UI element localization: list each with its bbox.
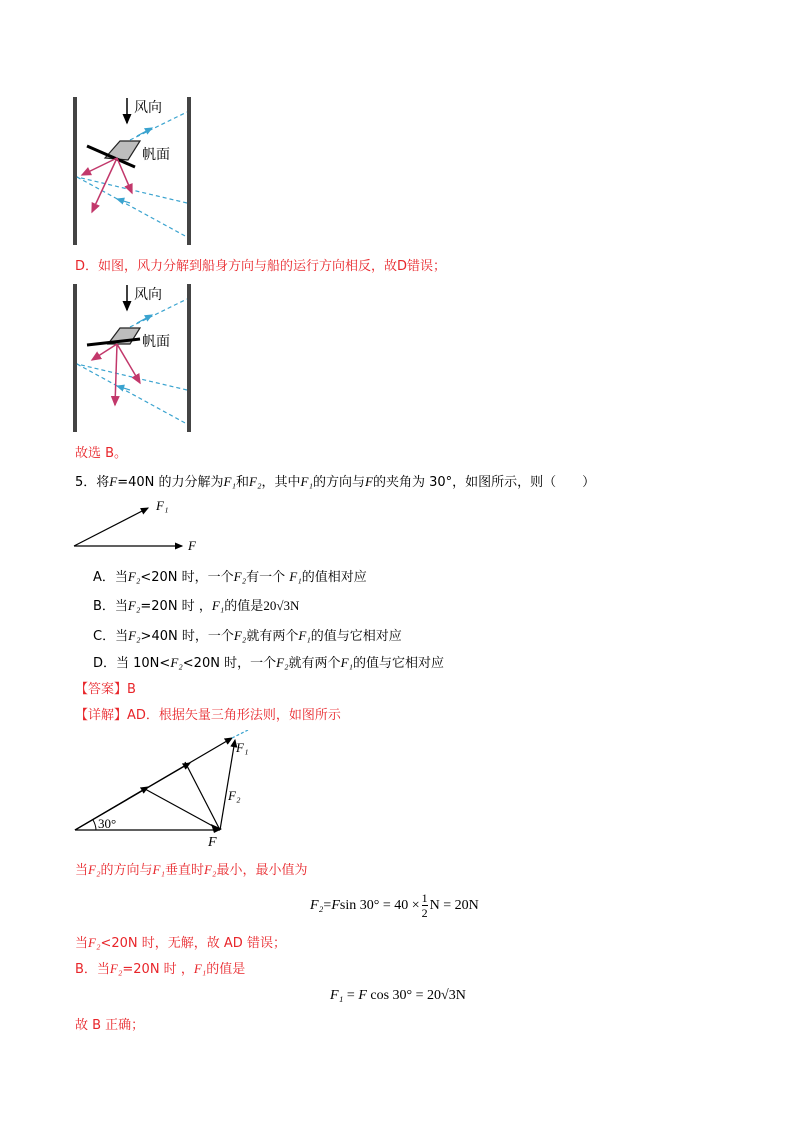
vector-triangle (70, 730, 255, 852)
wind-label: 风向 (134, 100, 162, 116)
label-F2: F₂ (228, 788, 241, 803)
sail-diagram-1 (70, 95, 195, 247)
formula-cos: F₁ = F cos 30° = 20√3N (330, 988, 466, 1003)
b-analysis: B．当F₂=20N 时 ，F₁的值是 (75, 961, 246, 977)
force-diagram (70, 496, 210, 556)
left-bank (73, 97, 77, 245)
option-b: B．当F₂=20N 时 ，F₁的值是20√3N (93, 598, 300, 614)
label-F1: F₁ (236, 740, 249, 755)
label-F: F (208, 835, 217, 850)
sail-label: 帆面 (142, 147, 170, 163)
option-d: D．当 10N<F₂<20N 时，一个F₂就有两个F₁的值与它相对应 (93, 655, 445, 671)
force-vector (92, 158, 117, 212)
no-solution: 当F₂<20N 时，无解，故 AD 错误； (75, 935, 286, 951)
option-c: C．当F₂>40N 时，一个F₂就有两个F₁的值与它相对应 (93, 628, 402, 644)
option-a: A．当F₂<20N 时，一个F₂有一个 F₁的值相对应 (93, 569, 367, 585)
force-component (82, 158, 117, 175)
sail-label: 帆面 (142, 334, 170, 350)
label-F: F (188, 538, 196, 553)
answer: 【答案】B (75, 682, 136, 697)
right-bank (187, 97, 191, 245)
label-F1: F₁ (156, 498, 169, 513)
min-condition: 当F₂的方向与F₁垂直时F₂最小，最小值为 (75, 862, 308, 878)
wind-label: 风向 (134, 287, 162, 303)
conclusion: 故选 B。 (75, 446, 128, 461)
option-d-analysis: D．如图，风力分解到船身方向与船的运行方向相反，故D错误； (75, 259, 447, 274)
formula-min: F₂ = F sin 30° = 40 × $\frac{1}{2}$ N = 20N (310, 891, 479, 920)
b-correct: 故 B 正确； (75, 1018, 145, 1033)
angle-label: 30° (98, 816, 117, 831)
question-5-stem: 5．将F=40N 的力分解为F₁和F₂，其中F₁的方向与F的夹角为 30°，如图所示，则（ ） (75, 474, 596, 490)
detail: 【详解】AD．根据矢量三角形法则，如图所示 (75, 708, 341, 723)
sail-diagram-2 (70, 282, 195, 434)
